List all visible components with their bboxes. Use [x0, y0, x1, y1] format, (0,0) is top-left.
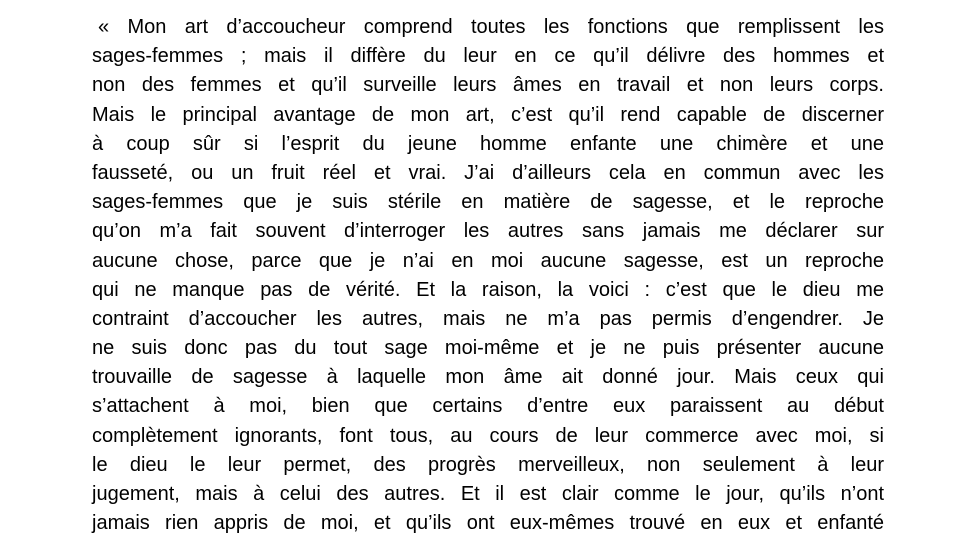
text-line: complètement ignorants, font tous, au cours de leur commerce avec moi, si: [92, 424, 884, 447]
text-line: sages-femmes ; mais il diffère du leur en ce qu’il délivre des hommes et: [92, 45, 884, 68]
text-line: « Mon art d’accoucheur comprend toutes les fonctions que remplissent les: [98, 16, 884, 38]
text-line: contraint d’accoucher les autres, mais ne m’a pas permis d’engendrer. Je: [92, 307, 884, 330]
text-line: Mais le principal avantage de mon art, c’est qu’il rend capable de discerner: [92, 103, 884, 126]
text-line: fausseté, ou un fruit réel et vrai. J’ai d’ailleurs cela en commun avec les: [92, 161, 884, 184]
text-line: qu’on m’a fait souvent d’interroger les autres sans jamais me déclarer sur: [92, 220, 884, 243]
text-line: à coup sûr si l’esprit du jeune homme enfante une chimère et une: [92, 132, 884, 155]
text-line: aucune chose, parce que je n’ai en moi aucune sagesse, est un reproche: [92, 249, 884, 272]
text-line: non des femmes et qu’il surveille leurs âmes en travail et non leurs corps.: [92, 74, 884, 97]
text-line: jugement, mais à celui des autres. Et il est clair comme le jour, qu’ils n’ont: [92, 483, 884, 505]
quote-paragraph: [92, 13, 884, 538]
text-line: ne suis donc pas du tout sage moi-même et je ne puis présenter aucune: [92, 337, 884, 360]
text-line: s’attachent à moi, bien que certains d’entre eux paraissent au début: [92, 395, 884, 418]
text-line: qui ne manque pas de vérité. Et la raison, la voici : c’est que le dieu me: [92, 278, 884, 301]
text-line: le dieu le leur permet, des progrès merveilleux, non seulement à leur: [92, 453, 884, 476]
text-line: trouvaille de sagesse à laquelle mon âme ait donné jour. Mais ceux qui: [92, 366, 884, 389]
text-line: jamais rien appris de moi, et qu’ils ont eux-mêmes trouvé en eux et enfanté: [92, 512, 884, 535]
text-line: sages-femmes que je suis stérile en matière de sagesse, et le reproche: [92, 191, 884, 214]
